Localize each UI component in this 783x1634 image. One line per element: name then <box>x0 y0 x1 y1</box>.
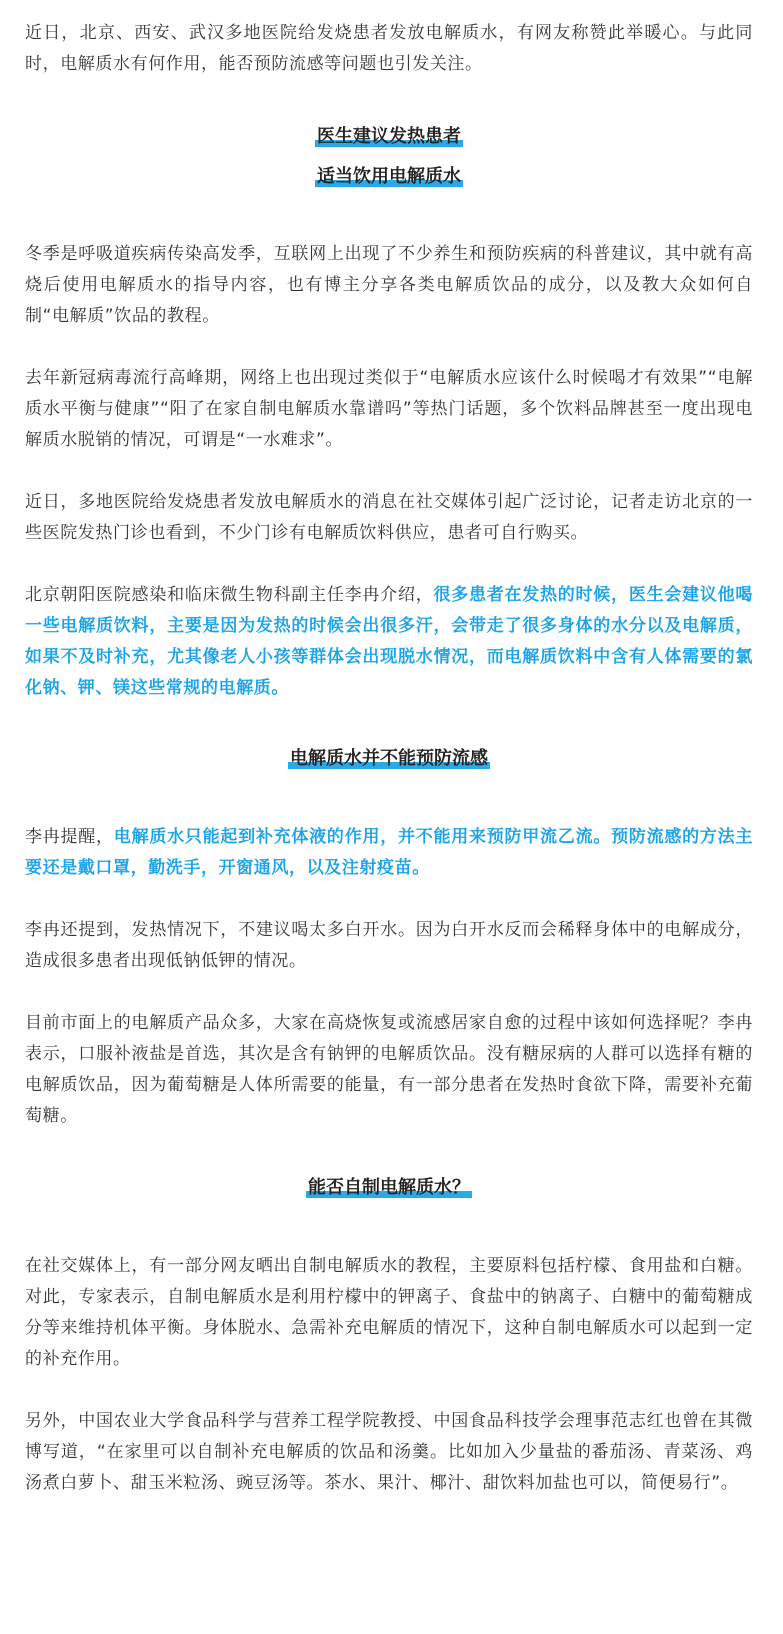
section-heading-2 <box>25 746 753 772</box>
paragraph-plain-water: 李冉还提到，发热情况下，不建议喝太多白开水。因为白开水反而会稀释身体中的电解成分，造成很多患者出现低钠低钾的情况。 <box>25 920 753 971</box>
section-heading-1-line2: 适当饮用电解质水 <box>315 164 463 190</box>
section-heading-3 <box>25 1175 753 1201</box>
section-heading-3-text: 能否自制电解质水？ <box>306 1175 472 1201</box>
paragraph-winter-season: 冬季是呼吸道疾病传染高发季，互联网上出现了不少养生和预防疾病的科普建议，其中就有高烧后使用电解质水的指导内容，也有博主分享各类电解质饮品的成分，以及教大众如何自制“电解质”饮品的教程。 <box>25 244 753 326</box>
paragraph-reminder <box>25 822 753 884</box>
paragraph-doctor-intro <box>25 580 753 704</box>
section-heading-1 <box>25 124 753 150</box>
paragraph-last-year: 去年新冠病毒流行高峰期，网络上也出现过类似于“电解质水应该什么时候喝才有效果”“电解质水平衡与健康”“阳了在家自制电解质水靠谱吗”等热门话题，多个饮料品牌甚至一度出现电解质水脱销的情况，可谓是“一水难求”。 <box>25 368 753 450</box>
highlighted-quote: 很多患者在发热的时候，医生会建议他喝一些电解质饮料，主要是因为发热的时候会出很多汗，会带走了很多身体的水分以及电解质，如果不及时补充，尤其像老人小孩等群体会出现脱水情况，而电解质饮料中含有人体需要的氯化钠、钾、镁这些常规的电解质。 <box>25 585 753 698</box>
paragraph-doctor-intro-lead: 北京朝阳医院感染和临床微生物科副主任李冉介绍， <box>25 585 434 605</box>
section-heading-2-text: 电解质水并不能预防流感 <box>288 746 490 772</box>
section-heading-1-line1: 医生建议发热患者 <box>315 124 463 150</box>
paragraph-intro: 近日，北京、西安、武汉多地医院给发烧患者发放电解质水，有网友称赞此举暖心。与此同时，电解质水有何作用，能否预防流感等问题也引发关注。 <box>25 23 753 74</box>
paragraph-expert-weibo: 另外，中国农业大学食品科学与营养工程学院教授、中国食品科技学会理事范志红也曾在其微博写道，“在家里可以自制补充电解质的饮品和汤羹。比如加入少量盐的番茄汤、青菜汤、鸡汤煮白萝卜、甜玉米粒汤、豌豆汤等。茶水、果汁、椰汁、甜饮料加盐也可以，简便易行”。 <box>25 1411 753 1493</box>
paragraph-homemade: 在社交媒体上，有一部分网友晒出自制电解质水的教程，主要原料包括柠檬、食用盐和白糖。对此，专家表示，自制电解质水是利用柠檬中的钾离子、食盐中的钠离子、白糖中的葡萄糖成分等来维持机体平衡。身体脱水、急需补充电解质的情况下，这种自制电解质水可以起到一定的补充作用。 <box>25 1256 753 1369</box>
paragraph-products: 目前市面上的电解质产品众多，大家在高烧恢复或流感居家自愈的过程中该如何选择呢？李冉表示，口服补液盐是首选，其次是含有钠钾的电解质饮品。没有糖尿病的人群可以选择有糖的电解质饮品，因为葡萄糖是人体所需要的能量，有一部分患者在发热时食欲下降，需要补充葡萄糖。 <box>25 1013 753 1126</box>
paragraph-hospitals: 近日，多地医院给发烧患者发放电解质水的消息在社交媒体引起广泛讨论，记者走访北京的一些医院发热门诊也看到，不少门诊有电解质饮料供应，患者可自行购买。 <box>25 492 753 543</box>
section-heading-1-line2-wrap <box>25 164 753 190</box>
highlighted-advice: 电解质水只能起到补充体液的作用，并不能用来预防甲流乙流。预防流感的方法主要还是戴口罩，勤洗手，开窗通风，以及注射疫苗。 <box>25 827 754 878</box>
paragraph-reminder-lead: 李冉提醒， <box>25 827 114 847</box>
